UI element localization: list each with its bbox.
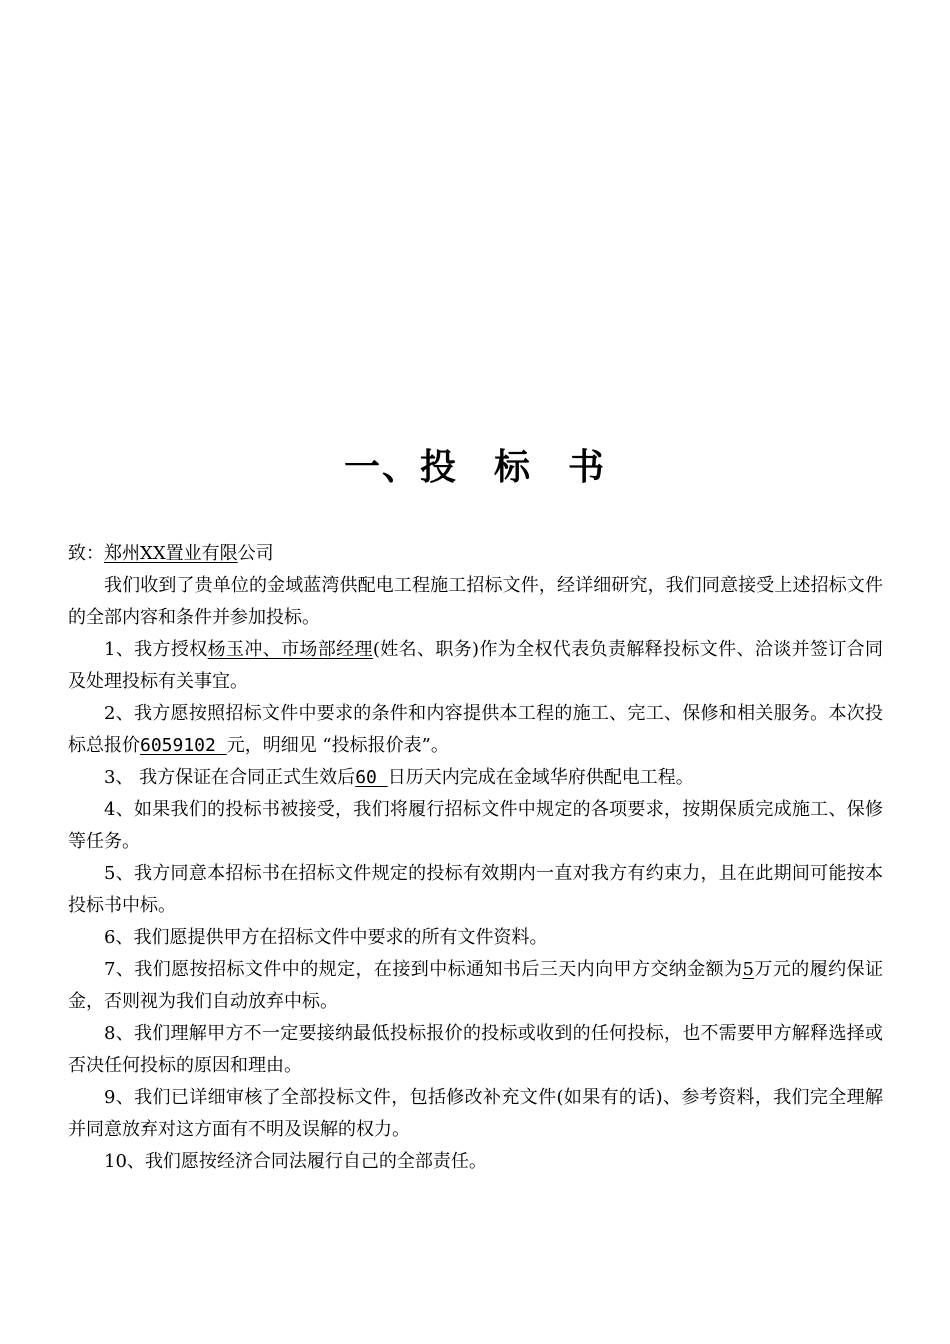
clause-2-text: 2、我方愿按照招标文件中要求的条件和内容提供本工程的施工、完工、保修和相关服务。本次投标总报价 (68, 703, 883, 756)
clause-1 (68, 634, 883, 698)
addressee-line (68, 538, 883, 570)
clause-9: 9、我们已详细审核了全部投标文件，包括修改补充文件(如果有的话)、参考资料，我们完全理解并同意放弃对这方面有不明及误解的权力。 (68, 1087, 883, 1140)
clause-3-text-after: 日历天内完成在金域华府供配电工程。 (387, 767, 694, 788)
addressee-prefix: 致： (68, 543, 104, 564)
total-bid-price: 6059102 (140, 735, 227, 756)
clause-7-text: 7、我们愿按招标文件中的规定，在接到中标通知书后三天内向甲方交纳金额为 (104, 959, 743, 980)
clause-3 (68, 762, 883, 794)
clause-7 (68, 954, 883, 1018)
authorized-representative: 杨玉冲、市场部经理 (207, 639, 373, 660)
addressee-company-suffix: 公司 (237, 543, 274, 564)
title-char: 书 (568, 447, 607, 488)
clause-7-text-after: 万元的履约保证金，否则视为我们自动放弃中标。 (68, 959, 883, 1012)
clause-1-text-after: (姓名、职务)作为全权代表负责解释投标文件、洽谈并签订合同及处理投标有关事宜。 (68, 639, 884, 692)
clause-2-text-after: 元，明细见 “投标报价表”。 (226, 735, 449, 756)
clause-8: 8、我们理解甲方不一定要接纳最低投标报价的投标或收到的任何投标，也不需要甲方解释选择或否决任何投标的原因和理由。 (68, 1023, 883, 1076)
title-number: 一、 (343, 447, 420, 488)
completion-days: 60 (355, 767, 388, 788)
clause-10: 10、我们愿按经济合同法履行自己的全部责任。 (104, 1151, 487, 1172)
intro-paragraph: 我们收到了贵单位的金域蓝湾供配电工程施工招标文件，经详细研究，我们同意接受上述招标文件的全部内容和条件并参加投标。 (68, 575, 883, 628)
title-char: 投 (419, 447, 458, 488)
document-body (68, 538, 883, 1178)
addressee-company: 郑州XX置业有限 (104, 543, 238, 564)
clause-3-text: 3、 我方保证在合同正式生效后 (104, 767, 356, 788)
title-char: 标 (494, 447, 533, 488)
clause-2 (68, 698, 883, 762)
clause-6: 6、我们愿提供甲方在招标文件中要求的所有文件资料。 (104, 927, 548, 948)
clause-1-text: 1、我方授权 (104, 639, 208, 660)
page-title (0, 440, 950, 496)
performance-bond-amount: 5 (742, 959, 754, 980)
clause-5: 5、我方同意本招标书在招标文件规定的投标有效期内一直对我方有约束力，且在此期间可能按本投标书中标。 (68, 863, 883, 916)
clause-4: 4、如果我们的投标书被接受，我们将履行招标文件中规定的各项要求，按期保质完成施工、保修等任务。 (68, 799, 883, 852)
